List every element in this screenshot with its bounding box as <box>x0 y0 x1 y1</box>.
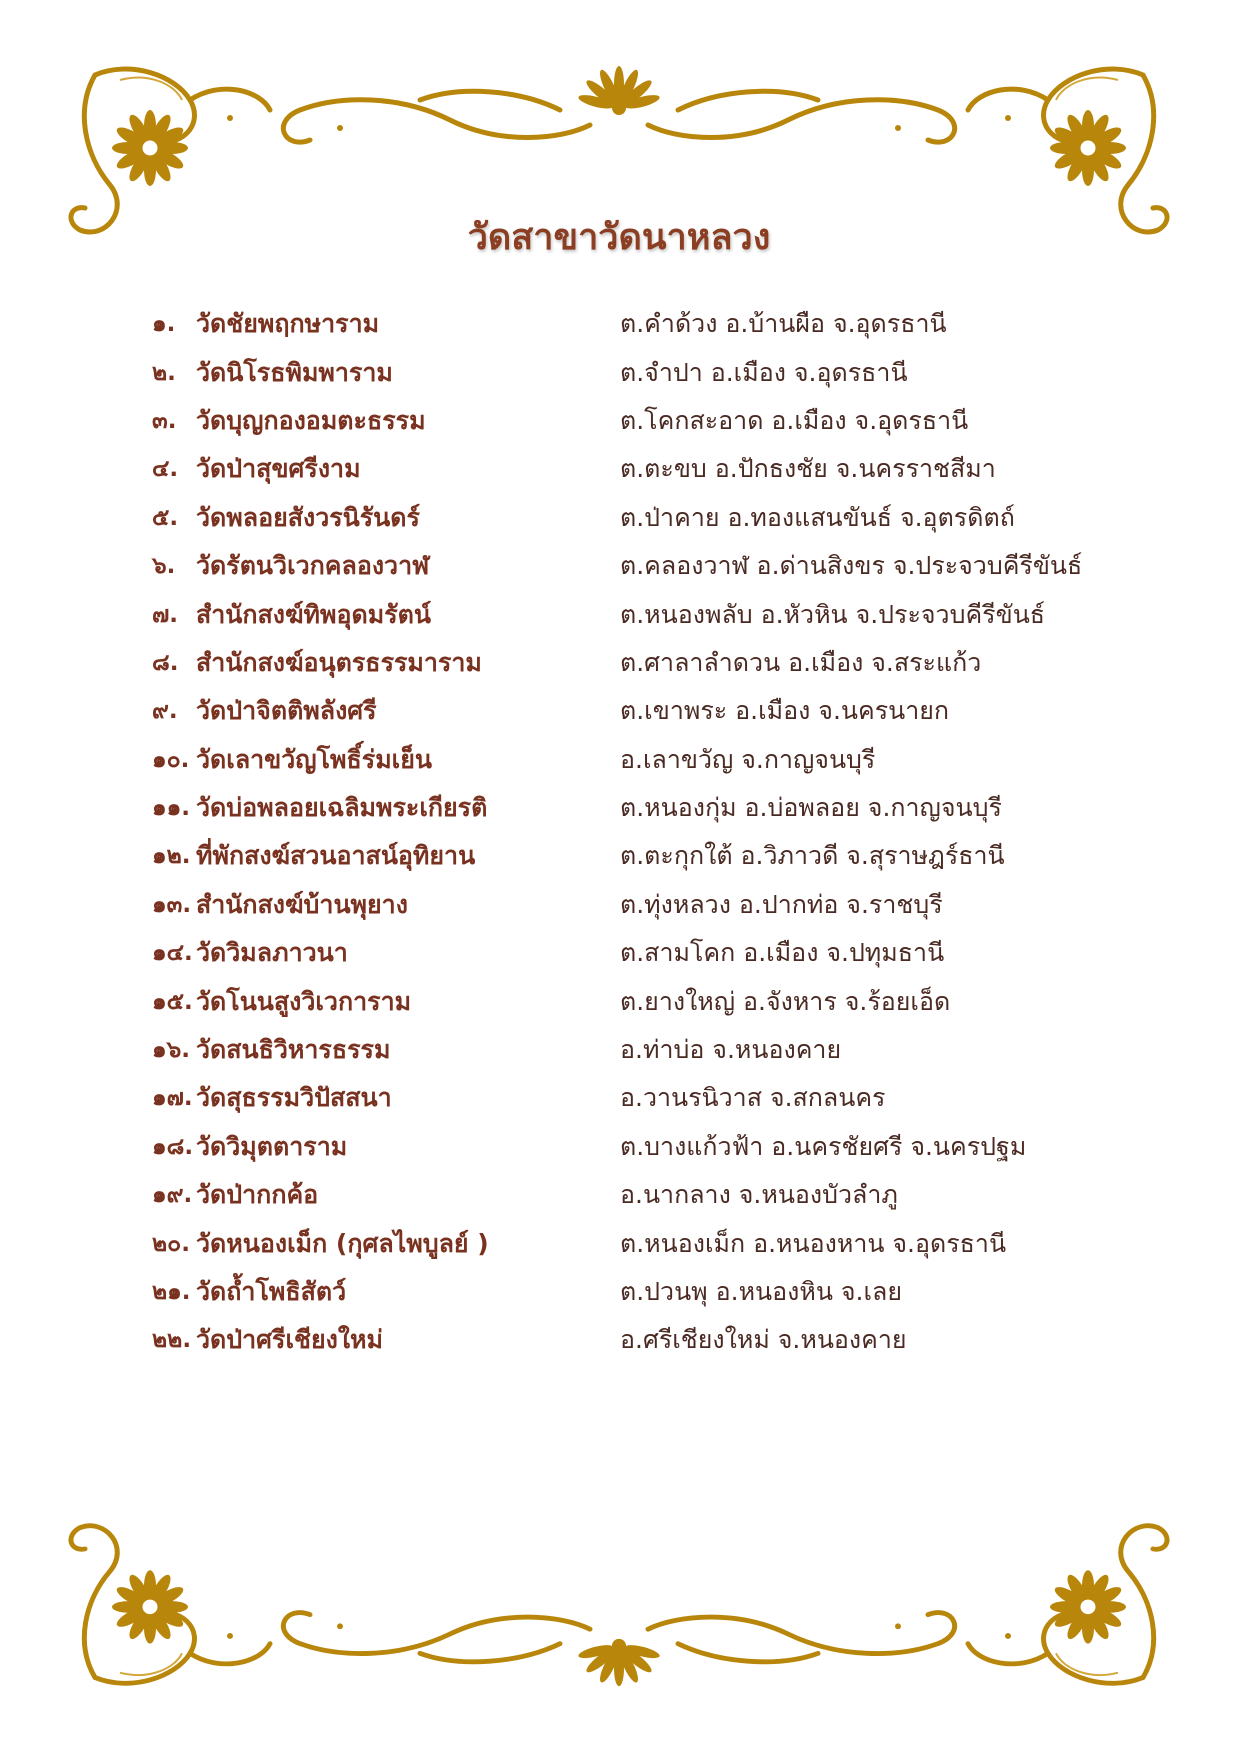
list-item <box>152 590 1112 638</box>
temple-location: ต.ศาลาลำดวน อ.เมือง จ.สระแก้ว <box>620 647 982 677</box>
temple-location: ต.ปวนพุ อ.หนองหิน จ.เลย <box>620 1277 902 1306</box>
list-item <box>152 494 1112 542</box>
temple-location: ต.เขาพระ อ.เมือง จ.นครนายก <box>620 696 950 726</box>
item-number: ๕. <box>152 504 179 531</box>
temple-location: ต.ยางใหญ่ อ.จังหาร จ.ร้อยเอ็ด <box>620 986 951 1016</box>
item-number: ๑. <box>152 311 176 338</box>
temple-name: วัดบ่อพลอยเฉลิมพระเกียรติ <box>196 793 488 823</box>
temple-location: ต.บางแก้วฟ้า อ.นครชัยศรี จ.นครปฐม <box>620 1131 1027 1161</box>
temple-location: ต.สามโคก อ.เมือง จ.ปทุมธานี <box>620 938 945 968</box>
list-item <box>152 977 1112 1025</box>
temple-name: ที่พักสงฆ์สวนอาสน์อุทิยาน <box>196 841 476 871</box>
item-number: ๒๑. <box>152 1279 191 1305</box>
temple-name: วัดวิมลภาวนา <box>196 938 348 968</box>
list-item <box>152 397 1112 445</box>
item-number: ๑๐. <box>152 746 190 773</box>
list-item <box>152 784 1112 832</box>
temple-name: วัดรัตนวิเวกคลองวาฬ <box>196 551 430 581</box>
list-item <box>152 1074 1112 1122</box>
list-item <box>152 1026 1112 1074</box>
item-number: ๑๘. <box>152 1133 194 1160</box>
temple-location: ต.ป่าคาย อ.ทองแสนขันธ์ จ.อุตรดิตถ์ <box>620 502 1015 532</box>
bottom-ornament-border <box>0 1460 1238 1750</box>
list-item <box>152 639 1112 687</box>
item-number: ๑๒. <box>152 843 191 870</box>
temple-location: อ.ท่าบ่อ จ.หนองคาย <box>620 1035 842 1065</box>
item-number: ๘. <box>152 649 179 676</box>
list-item <box>152 736 1112 784</box>
temple-name: วัดวิมุตตาราม <box>196 1131 348 1161</box>
temple-name: วัดถ้ำโพธิสัตว์ <box>196 1277 347 1306</box>
list-item <box>152 1171 1112 1219</box>
item-number: ๒๒. <box>152 1327 192 1354</box>
list-item <box>152 881 1112 929</box>
item-number: ๖. <box>152 553 176 580</box>
item-number: ๑๙. <box>152 1182 193 1209</box>
page-title: วัดสาขาวัดนาหลวง <box>467 217 771 258</box>
list-item <box>152 542 1112 590</box>
list-item <box>152 1219 1112 1267</box>
list-item <box>152 929 1112 977</box>
temple-name: วัดสนธิวิหารธรรม <box>196 1035 391 1065</box>
temple-name: วัดป่าสุขศรีงาม <box>196 454 361 484</box>
temple-name: วัดชัยพฤกษาราม <box>196 309 380 339</box>
list-item <box>152 1123 1112 1171</box>
temple-name: วัดพลอยสังวรนิรันดร์ <box>196 502 420 532</box>
item-number: ๑๕. <box>152 988 193 1015</box>
temple-location: อ.นากลาง จ.หนองบัวลำภู <box>620 1180 898 1210</box>
temple-location: ต.คำด้วง อ.บ้านผือ จ.อุดรธานี <box>620 309 947 339</box>
temple-name: สำนักสงฆ์ทิพอุดมรัตน์ <box>196 599 431 629</box>
list-item <box>152 832 1112 880</box>
temple-name: วัดบุญกองอมตะธรรม <box>196 405 426 435</box>
temple-location: อ.วานรนิวาส จ.สกลนคร <box>620 1083 886 1113</box>
temple-location: ต.หนองพลับ อ.หัวหิน จ.ประจวบคีรีขันธ์ <box>620 599 1046 629</box>
item-number: ๒๐. <box>152 1230 190 1257</box>
temple-list <box>152 300 1112 1365</box>
list-item <box>152 1268 1112 1316</box>
temple-location: อ.ศรีเชียงใหม่ จ.หนองคาย <box>620 1325 907 1355</box>
temple-location: ต.หนองกุ่ม อ.บ่อพลอย จ.กาญจนบุรี <box>620 793 1002 823</box>
list-item <box>152 300 1112 348</box>
item-number: ๗. <box>152 601 179 628</box>
temple-name: สำนักสงฆ์อนุตรธรรมาราม <box>196 647 482 677</box>
item-number: ๑๗. <box>152 1085 193 1112</box>
temple-name: วัดป่ากกค้อ <box>196 1180 319 1210</box>
temple-location: ต.หนองเม็ก อ.หนองหาน จ.อุดรธานี <box>620 1228 1007 1258</box>
item-number: ๙. <box>152 698 178 725</box>
item-number: ๓. <box>152 407 177 434</box>
item-number: ๑๖. <box>152 1037 190 1064</box>
temple-location: ต.ทุ่งหลวง อ.ปากท่อ จ.ราชบุรี <box>620 889 943 919</box>
temple-location: ต.คลองวาฬ อ.ด่านสิงขร จ.ประจวบคีรีขันธ์ <box>620 551 1083 581</box>
temple-name: วัดเลาขวัญโพธิ์ร่มเย็น <box>196 744 432 774</box>
temple-name: วัดป่าจิตติพลังศรี <box>196 696 377 726</box>
temple-name: วัดป่าศรีเชียงใหม่ <box>196 1325 384 1355</box>
temple-location: ต.ตะขบ อ.ปักธงชัย จ.นครราชสีมา <box>620 454 996 484</box>
temple-name: วัดโนนสูงวิเวการาม <box>196 986 412 1016</box>
item-number: ๑๔. <box>152 940 193 967</box>
item-number: ๔. <box>152 456 179 483</box>
item-number: ๒. <box>152 359 176 386</box>
temple-location: ต.ตะกุกใต้ อ.วิภาวดี จ.สุราษฎร์ธานี <box>620 841 1005 871</box>
temple-name: วัดสุธรรมวิปัสสนา <box>196 1083 392 1113</box>
temple-location: ต.โคกสะอาด อ.เมือง จ.อุดรธานี <box>620 405 969 435</box>
temple-location: อ.เลาขวัญ จ.กาญจนบุรี <box>620 744 876 774</box>
item-number: ๑๑. <box>152 795 190 822</box>
temple-name: สำนักสงฆ์บ้านพุยาง <box>196 889 408 919</box>
item-number: ๑๓. <box>152 891 192 918</box>
list-item <box>152 1316 1112 1364</box>
temple-name: วัดหนองเม็ก (กุศลไพบูลย์ ) <box>196 1228 489 1258</box>
list-item <box>152 445 1112 493</box>
temple-location: ต.จำปา อ.เมือง จ.อุดรธานี <box>620 357 908 387</box>
list-item <box>152 348 1112 396</box>
temple-name: วัดนิโรธพิมพาราม <box>196 357 393 387</box>
list-item <box>152 687 1112 735</box>
